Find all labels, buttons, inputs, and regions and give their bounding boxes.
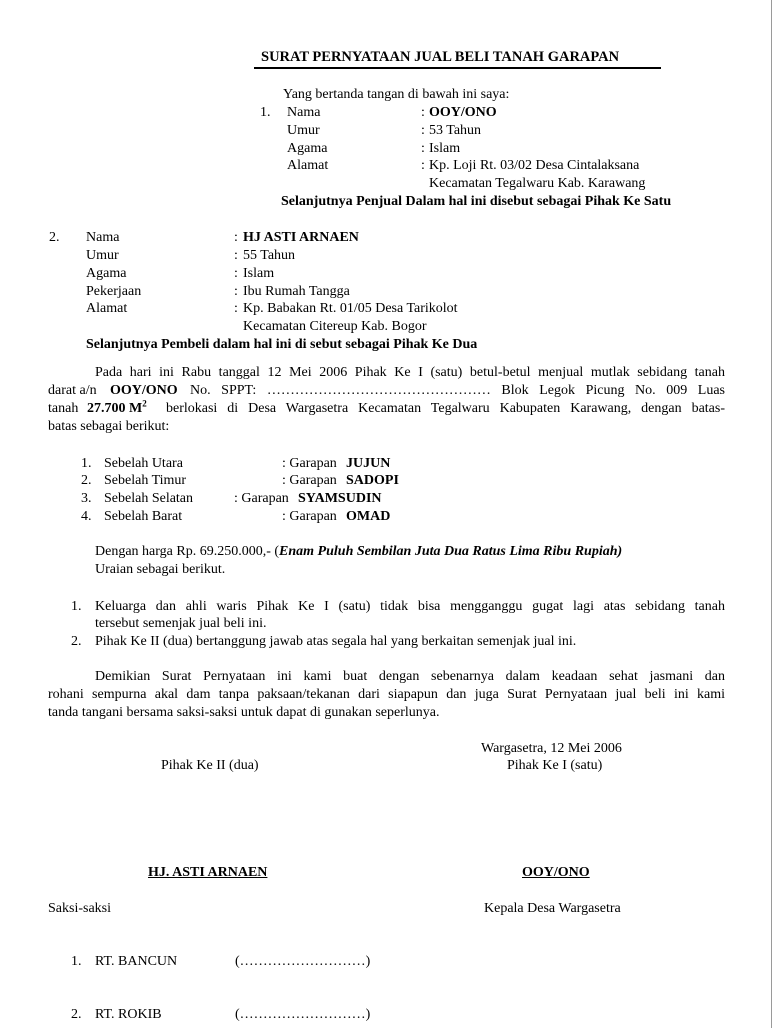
term-1-line-1: Keluarga dan ahli waris Pihak Ke I (satu) tidak bisa mengganggu gugat lagi atas sebidang tanah (95, 599, 725, 614)
witness-name-1: RT. BANCUN (95, 954, 178, 969)
party2-label-nama: Nama (86, 230, 120, 245)
border-num-2: 2. (81, 473, 92, 488)
party1-colon-nama: : (421, 105, 425, 120)
seller-role: Pihak Ke I (satu) (507, 758, 603, 773)
border-prefix-3: : Garapan (234, 491, 289, 506)
document-title: SURAT PERNYATAAN JUAL BELI TANAH GARAPAN (261, 49, 620, 65)
title-underline (254, 67, 661, 69)
land-area (87, 400, 147, 417)
party2-closing: Selanjutnya Pembeli dalam hal ini di sebut sebagai Pihak Ke Dua (86, 337, 478, 352)
party2-value-alamat-line2: Kecamatan Citereup Kab. Bogor (243, 319, 427, 334)
intro-text: Yang bertanda tangan di bawah ini saya: (283, 87, 510, 102)
party2-value-nama: HJ ASTI ARNAEN (243, 230, 359, 245)
seller-name-inline: OOY/ONO (110, 383, 178, 398)
term-num-1: 1. (71, 599, 82, 614)
party2-value-pekerjaan: Ibu Rumah Tangga (243, 284, 350, 299)
closing-line-1: Demikian Surat Pernyataan ini kami buat dengan sebenarnya dalam keadaan sehat jasmani dan (95, 669, 725, 684)
closing-line-3: tanda tangani bersama saksi-saksi untuk dapat di gunakan seperlunya. (48, 705, 440, 720)
party1-value-nama: OOY/ONO (429, 105, 497, 120)
sale-line-2-pre: darat a/n (48, 383, 97, 398)
party2-colon-agama: : (234, 266, 238, 281)
party1-colon-umur: : (421, 123, 425, 138)
land-area-number: 27.700 M (87, 401, 143, 416)
price-line-2: Uraian sebagai berikut. (95, 562, 226, 577)
party2-value-umur: 55 Tahun (243, 248, 296, 263)
seller-signature-name: OOY/ONO (522, 865, 590, 880)
border-side-2: Sebelah Timur (104, 473, 187, 488)
witness-name-2: RT. ROKIB (95, 1007, 162, 1022)
party1-colon-alamat: : (421, 158, 425, 173)
party1-value-umur: 53 Tahun (429, 123, 482, 138)
party2-colon-nama: : (234, 230, 238, 245)
border-prefix-4: : Garapan (282, 509, 337, 524)
party1-number: 1. (260, 105, 271, 120)
witness-num-1: 1. (71, 954, 82, 969)
place-date: Wargasetra, 12 Mei 2006 (481, 741, 622, 756)
term-1-line-2: tersebut semenjak jual beli ini. (95, 616, 267, 631)
price-amount: Dengan harga Rp. 69.250.000,- ( (95, 544, 280, 559)
border-prefix-2: : Garapan (282, 473, 337, 488)
border-side-4: Sebelah Barat (104, 509, 183, 524)
border-num-4: 4. (81, 509, 92, 524)
term-num-2: 2. (71, 634, 82, 649)
party2-label-pekerjaan: Pekerjaan (86, 284, 142, 299)
party2-label-agama: Agama (86, 266, 127, 281)
party2-value-agama: Islam (243, 266, 275, 281)
closing-line-2: rohani sempurna akal dam tanpa paksaan/tekanan dari siapapun dan juga Surat Pernyataan jual beli ini kami (48, 687, 725, 702)
price-in-words: Enam Puluh Sembilan Juta Dua Ratus Lima Ribu Rupiah) (279, 544, 623, 559)
sale-line-3-post: berlokasi di Desa Wargasetra Kecamatan Tegalwaru Kabupaten Karawang, dengan batas- (166, 401, 725, 416)
border-side-3: Sebelah Selatan (104, 491, 194, 506)
witness-signature-blank-1: (………………………) (235, 954, 371, 969)
party1-value-alamat: Kp. Loji Rt. 03/02 Desa Cintalaksana (429, 158, 640, 173)
party2-colon-umur: : (234, 248, 238, 263)
sale-line-1: Pada hari ini Rabu tanggal 12 Mei 2006 Pihak Ke I (satu) betul-betul menjual mutlak sebidang tanah (95, 365, 725, 380)
village-head-label: Kepala Desa Wargasetra (484, 901, 621, 916)
border-side-1: Sebelah Utara (104, 456, 183, 471)
party2-label-alamat: Alamat (86, 301, 128, 316)
party2-label-umur: Umur (86, 248, 119, 263)
party2-number: 2. (49, 230, 60, 245)
sale-line-3-pre: tanah (48, 401, 79, 416)
party2-value-alamat: Kp. Babakan Rt. 01/05 Desa Tarikolot (243, 301, 458, 316)
border-owner-3: SYAMSUDIN (298, 491, 382, 506)
party1-label-agama: Agama (287, 141, 328, 156)
party1-label-nama: Nama (287, 105, 321, 120)
sale-line-4: batas sebagai berikut: (48, 419, 170, 434)
witness-num-2: 2. (71, 1007, 82, 1022)
buyer-signature-name: HJ. ASTI ARNAEN (148, 865, 268, 880)
land-area-superscript: 2 (142, 398, 147, 409)
border-num-3: 3. (81, 491, 92, 506)
term-2-line-1: Pihak Ke II (dua) bertanggung jawab atas segala hal yang berkaitan semenjak jual ini. (95, 634, 577, 649)
sale-line-2-post: No. SPPT: ………………………………………… Blok Legok Picung No. 009 Luas (190, 383, 725, 398)
party1-closing: Selanjutnya Penjual Dalam hal ini disebut sebagai Pihak Ke Satu (281, 194, 672, 209)
price-line (95, 543, 622, 560)
buyer-role: Pihak Ke II (dua) (161, 758, 259, 773)
party1-value-agama: Islam (429, 141, 461, 156)
party1-value-alamat-line2: Kecamatan Tegalwaru Kab. Karawang (429, 176, 646, 191)
party2-colon-pekerjaan: : (234, 284, 238, 299)
witness-signature-blank-2: (………………………) (235, 1007, 371, 1022)
party1-label-umur: Umur (287, 123, 320, 138)
border-owner-2: SADOPI (346, 473, 399, 488)
border-owner-1: JUJUN (346, 456, 391, 471)
border-owner-4: OMAD (346, 509, 391, 524)
border-prefix-1: : Garapan (282, 456, 337, 471)
party2-colon-alamat: : (234, 301, 238, 316)
border-num-1: 1. (81, 456, 92, 471)
party1-colon-agama: : (421, 141, 425, 156)
witness-label: Saksi-saksi (48, 901, 111, 916)
party1-label-alamat: Alamat (287, 158, 329, 173)
